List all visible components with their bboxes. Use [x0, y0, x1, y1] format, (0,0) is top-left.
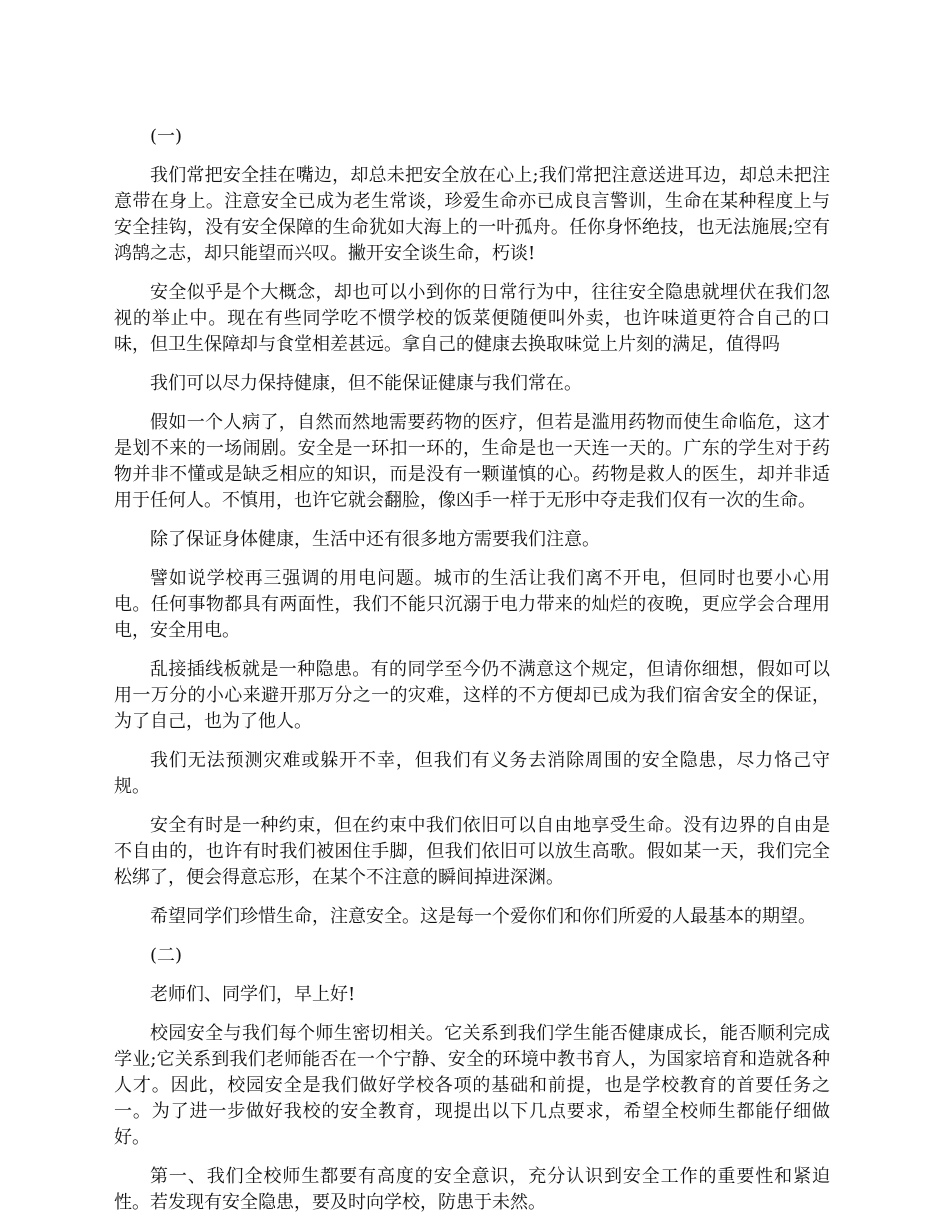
paragraph: 希望同学们珍惜生命，注意安全。这是每一个爱你们和你们所爱的人最基本的期望。 [150, 906, 816, 927]
paragraph: 我们无法预测灾难或躲开不幸，但我们有义务去消除周围的安全隐患，尽力恪己守规。 [114, 750, 830, 797]
paragraph: 安全似乎是个大概念，却也可以小到你的日常行为中，往往安全隐患就埋伏在我们忽视的举止中。现在有些同学吃不惯学校的饭菜便随便叫外卖，也许味道更符合自己的口味，但卫生保障却与食堂相差甚远。拿自己的健康去换取味觉上片刻的满足，值得吗 [114, 282, 830, 355]
paragraph: 第一、我们全校师生都要有高度的安全意识，充分认识到安全工作的重要性和紧迫性。若发现有安全隐患，要及时向学校，防患于未然。 [114, 1166, 830, 1213]
paragraph: 校园安全与我们每个师生密切相关。它关系到我们学生能否健康成长，能否顺利完成学业;它关系到我们老师能否在一个宁静、安全的环境中教书育人，为国家培育和造就各种人才。因此，校园安全是我们做好学校各项的基础和前提，也是学校教育的首要任务之一。为了进一步做好我校的安全教育，现提出以下几点要求，希望全校师生都能仔细做好。 [114, 1023, 830, 1148]
paragraph: 我们可以尽力保持健康，但不能保证健康与我们常在。 [150, 373, 582, 394]
paragraph: 假如一个人病了，自然而然地需要药物的医疗，但若是滥用药物而使生命临危，这才是划不来的一场闹剧。安全是一环扣一环的，生命是也一天连一天的。广东的学生对于药物并非不懂或是缺乏相应的知识，而是没有一颗谨慎的心。药物是救人的医生，却并非适用于任何人。不慎用，也许它就会翻脸，像凶手一样于无形中夺走我们仅有一次的生命。 [114, 412, 830, 511]
paragraph: 我们常把安全挂在嘴边，却总未把安全放在心上;我们常把注意送进耳边，却总未把注意带在身上。注意安全已成为老生常谈，珍爱生命亦已成良言警训，生命在某种程度上与安全挂钩，没有安全保障的生命犹如大海上的一叶孤舟。任你身怀绝技，也无法施展;空有鸿鹄之志，却只能望而兴叹。撇开安全谈生命，朽谈! [114, 165, 830, 264]
section-heading-1: (一) [150, 126, 183, 147]
paragraph: 乱接插线板就是一种隐患。有的同学至今仍不满意这个规定，但请你细想，假如可以用一万分的小心来避开那万分之一的灾难，这样的不方便却已成为我们宿舍安全的保证，为了自己，也为了他人。 [114, 659, 830, 732]
paragraph: 安全有时是一种约束，但在约束中我们依旧可以自由地享受生命。没有边界的自由是不自由的，也许有时我们被困住手脚，但我们依旧可以放生高歌。假如某一天，我们完全松绑了，便会得意忘形，在某个不注意的瞬间掉进深渊。 [114, 815, 830, 888]
document-body [114, 124, 830, 1229]
paragraph: 除了保证身体健康，生活中还有很多地方需要我们注意。 [150, 529, 600, 550]
paragraph: 譬如说学校再三强调的用电问题。城市的生活让我们离不开电，但同时也要小心用电。任何事物都具有两面性，我们不能只沉溺于电力带来的灿烂的夜晚，更应学会合理用电，安全用电。 [114, 568, 830, 641]
section-heading-2: (二) [150, 945, 183, 966]
greeting: 老师们、同学们，早上好! [150, 984, 356, 1005]
